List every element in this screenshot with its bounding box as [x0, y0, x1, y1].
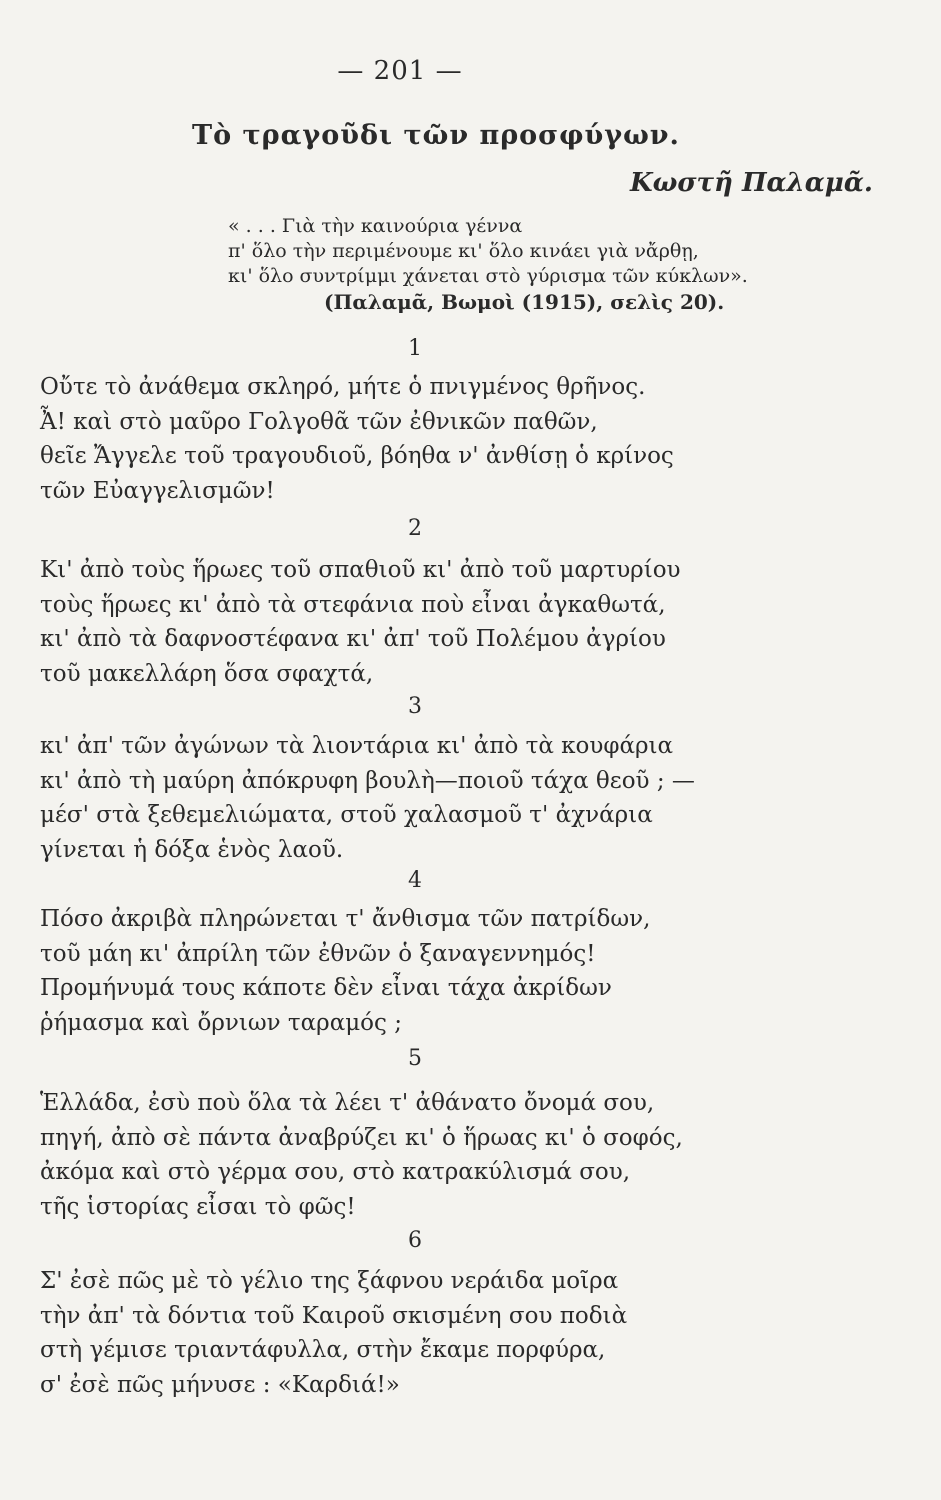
verse-line: κι' ἀπὸ τὴ μαύρη ἀπόκρυφη βουλὴ—ποιοῦ τάχα θεοῦ ; —	[40, 767, 695, 794]
verse-line: γίνεται ἡ δόξα ἑνὸς λαοῦ.	[40, 836, 344, 863]
verse-line: Ἑλλάδα, ἐσὺ ποὺ ὅλα τὰ λέει τ' ἀθάνατο ὄνομά σου,	[40, 1090, 655, 1116]
verse-line: τοῦ μακελλάρη ὅσα σφαχτά,	[40, 660, 374, 687]
verse-line: Οὔτε τὸ ἀνάθεμα σκληρό, μήτε ὁ πνιγμένος θρῆνος.	[40, 374, 646, 400]
page-number: — 201 —	[337, 56, 463, 86]
stanza	[40, 1264, 860, 1402]
stanza	[40, 370, 860, 508]
verse-line: πηγή, ἀπὸ σὲ πάντα ἀναβρύζει κι' ὁ ἥρωας κι' ὁ σοφός,	[40, 1124, 683, 1151]
verse-line: στὴ γέμισε τριαντάφυλλα, στὴν ἔκαμε πορφύρα,	[40, 1337, 606, 1363]
stanza	[40, 553, 860, 691]
verse-line: θεῖε Ἄγγελε τοῦ τραγουδιοῦ, βόηθα ν' ἀνθίσῃ ὁ κρίνος	[40, 443, 674, 469]
stanza	[40, 1086, 860, 1224]
verse-line: Πόσο ἀκριβὰ πληρώνεται τ' ἄνθισμα τῶν πατρίδων,	[40, 906, 651, 932]
stanza	[40, 729, 860, 867]
verse-line: μέσ' στὰ ξεθεμελιώματα, στοῦ χαλασμοῦ τ' ἀχνάρια	[40, 802, 653, 828]
stanza-number: 3	[408, 694, 422, 719]
verse-line: Κι' ἀπὸ τοὺς ἥρωες τοῦ σπαθιοῦ κι' ἀπὸ τοῦ μαρτυρίου	[40, 557, 681, 583]
poem-title: Τὸ τραγοῦδι τῶν προσφύγων.	[192, 120, 680, 151]
epigraph-line: « . . . Γιὰ τὴν καινούρια γέννα	[228, 215, 523, 237]
verse-line: ῥήμασμα καὶ ὄρνιων ταραμός ;	[40, 1009, 402, 1036]
verse-line: τῆς ἱστορίας εἶσαι τὸ φῶς!	[40, 1193, 356, 1220]
verse-line: τὴν ἀπ' τὰ δόντια τοῦ Καιροῦ σκισμένη σου ποδιὰ	[40, 1302, 628, 1329]
stanza-number: 2	[408, 516, 422, 541]
verse-line: Ἆ! καὶ στὸ μαῦρο Γολγοθᾶ τῶν ἐθνικῶν παθῶν,	[40, 408, 598, 435]
stanza-number: 1	[408, 336, 422, 361]
stanza-number: 5	[408, 1046, 422, 1071]
stanza	[40, 902, 860, 1040]
verse-line: τοῦ μάη κι' ἀπρίλη τῶν ἐθνῶν ὁ ξαναγεννημός!	[40, 940, 596, 967]
verse-line: κι' ἀπὸ τὰ δαφνοστέφανα κι' ἀπ' τοῦ Πολέμου ἀγρίου	[40, 626, 666, 652]
verse-line: Σ' ἐσὲ πῶς μὲ τὸ γέλιο της ξάφνου νεράιδα μοῖρα	[40, 1268, 619, 1294]
epigraph	[228, 214, 828, 315]
stanza-number: 6	[408, 1228, 422, 1253]
epigraph-line: π' ὅλο τὴν περιμένουμε κι' ὅλο κινάει γιὰ νἄρθῃ,	[228, 240, 699, 262]
verse-line: κι' ἀπ' τῶν ἀγώνων τὰ λιοντάρια κι' ἀπὸ τὰ κουφάρια	[40, 733, 674, 759]
verse-line: σ' ἐσὲ πῶς μήνυσε : «Καρδιά!»	[40, 1371, 400, 1398]
poem-author: Κωστῆ Παλαμᾶ.	[630, 168, 873, 198]
verse-line: Προμήνυμά τους κάποτε δὲν εἶναι τάχα ἀκρίδων	[40, 975, 612, 1001]
verse-line: τῶν Εὐαγγελισμῶν!	[40, 477, 275, 504]
verse-line: τοὺς ἥρωες κι' ἀπὸ τὰ στεφάνια ποὺ εἶναι ἀγκαθωτά,	[40, 591, 666, 618]
stanza-number: 4	[408, 868, 422, 893]
verse-line: ἀκόμα καὶ στὸ γέρμα σου, στὸ κατρακύλισμά σου,	[40, 1159, 631, 1185]
epigraph-line: κι' ὅλο συντρίμμι χάνεται στὸ γύρισμα τῶν κύκλων».	[228, 265, 748, 287]
epigraph-source: (Παλαμᾶ, Βωμοὶ (1915), σελὶς 20).	[324, 290, 725, 314]
